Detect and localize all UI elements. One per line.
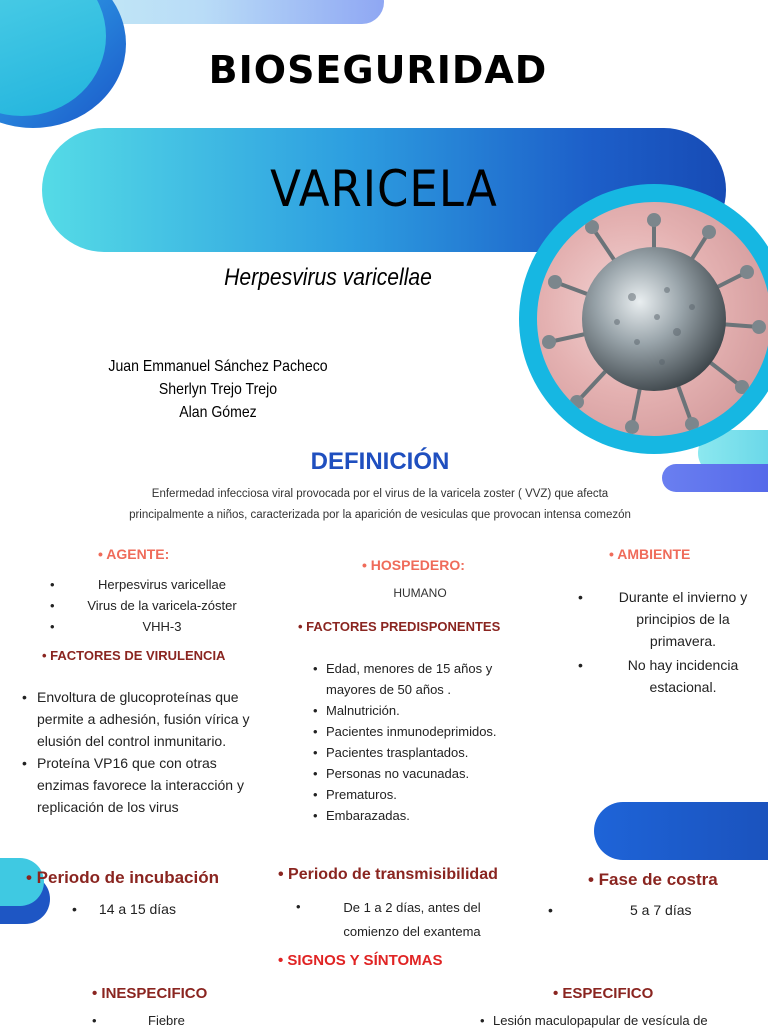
right-decorative-pill-dark [594, 802, 768, 860]
signos-heading: • SIGNOS Y SÍNTOMAS [278, 952, 443, 969]
incubacion-heading: • Periodo de incubación [26, 868, 219, 887]
virulencia-heading: • FACTORES DE VIRULENCIA [42, 648, 226, 663]
hospedero-heading: • HOSPEDERO: [362, 557, 465, 573]
list-item: • Prematuros. [313, 787, 397, 802]
disease-title: VARICELA [270, 160, 498, 218]
list-item: • Edad, menores de 15 años y mayores de 50 años . [313, 661, 493, 697]
species-name: Herpesvirus varicellae [224, 264, 432, 291]
author-name: Juan Emmanuel Sánchez Pacheco [108, 358, 328, 375]
predisponentes-heading: • FACTORES PREDISPONENTES [298, 619, 501, 634]
predisponentes-list [313, 658, 523, 826]
ambiente-list [578, 586, 764, 698]
transmisibilidad-heading: • Periodo de transmisibilidad [278, 866, 498, 883]
inespecifico-heading: • INESPECIFICO [92, 985, 208, 1002]
incubacion-value: • 14 a 15 días [72, 901, 176, 917]
definition-text: principalmente a niños, caracterizada por la aparición de vesiculas que provocan intensa comezón [129, 509, 631, 521]
list-item: • No hay incidencia estacional. [578, 657, 739, 695]
costra-heading: • Fase de costra [588, 870, 718, 889]
author-name: Sherlyn Trejo Trejo [158, 381, 278, 398]
definition-text: Enfermedad infecciosa viral provocada por el virus de la varicela zoster ( VVZ) que afecta [151, 488, 609, 500]
list-item: • VHH-3 [50, 619, 182, 634]
agente-list [40, 574, 270, 637]
hospedero-value: HUMANO [393, 586, 447, 600]
list-item: • Personas no vacunadas. [313, 766, 470, 781]
list-item: • Envoltura de glucoproteínas que permite a adhesión, fusión vírica y elusión del control inmunitario. [22, 689, 250, 749]
transmisibilidad-value: • De 1 a 2 días, antes del comienzo del exantema [296, 899, 481, 939]
list-item: • Herpesvirus varicellae [50, 577, 226, 592]
list-item: • Virus de la varicela-zóster [50, 598, 237, 613]
ambiente-heading: • AMBIENTE [609, 546, 691, 562]
virulencia-list [22, 686, 272, 818]
especifico-heading: • ESPECIFICO [553, 985, 654, 1002]
list-item: • Pacientes inmunodeprimidos. [313, 724, 497, 739]
list-item: • Pacientes trasplantados. [313, 745, 469, 760]
page-title: BIOSEGURIDAD [208, 48, 548, 92]
definition-heading: DEFINICIÓN [310, 448, 450, 475]
list-item: • Malnutrición. [313, 703, 400, 718]
agente-heading: • AGENTE: [98, 546, 170, 562]
list-item: • Embarazadas. [313, 808, 410, 823]
virus-image [537, 202, 768, 436]
list-item: • Durante el invierno y principios de la primavera. [578, 589, 748, 649]
virus-illustration [537, 202, 768, 436]
author-name: Alan Gómez [179, 404, 257, 421]
list-item: • Proteína VP16 que con otras enzimas favorece la interacción y replicación de los virus [22, 755, 244, 815]
